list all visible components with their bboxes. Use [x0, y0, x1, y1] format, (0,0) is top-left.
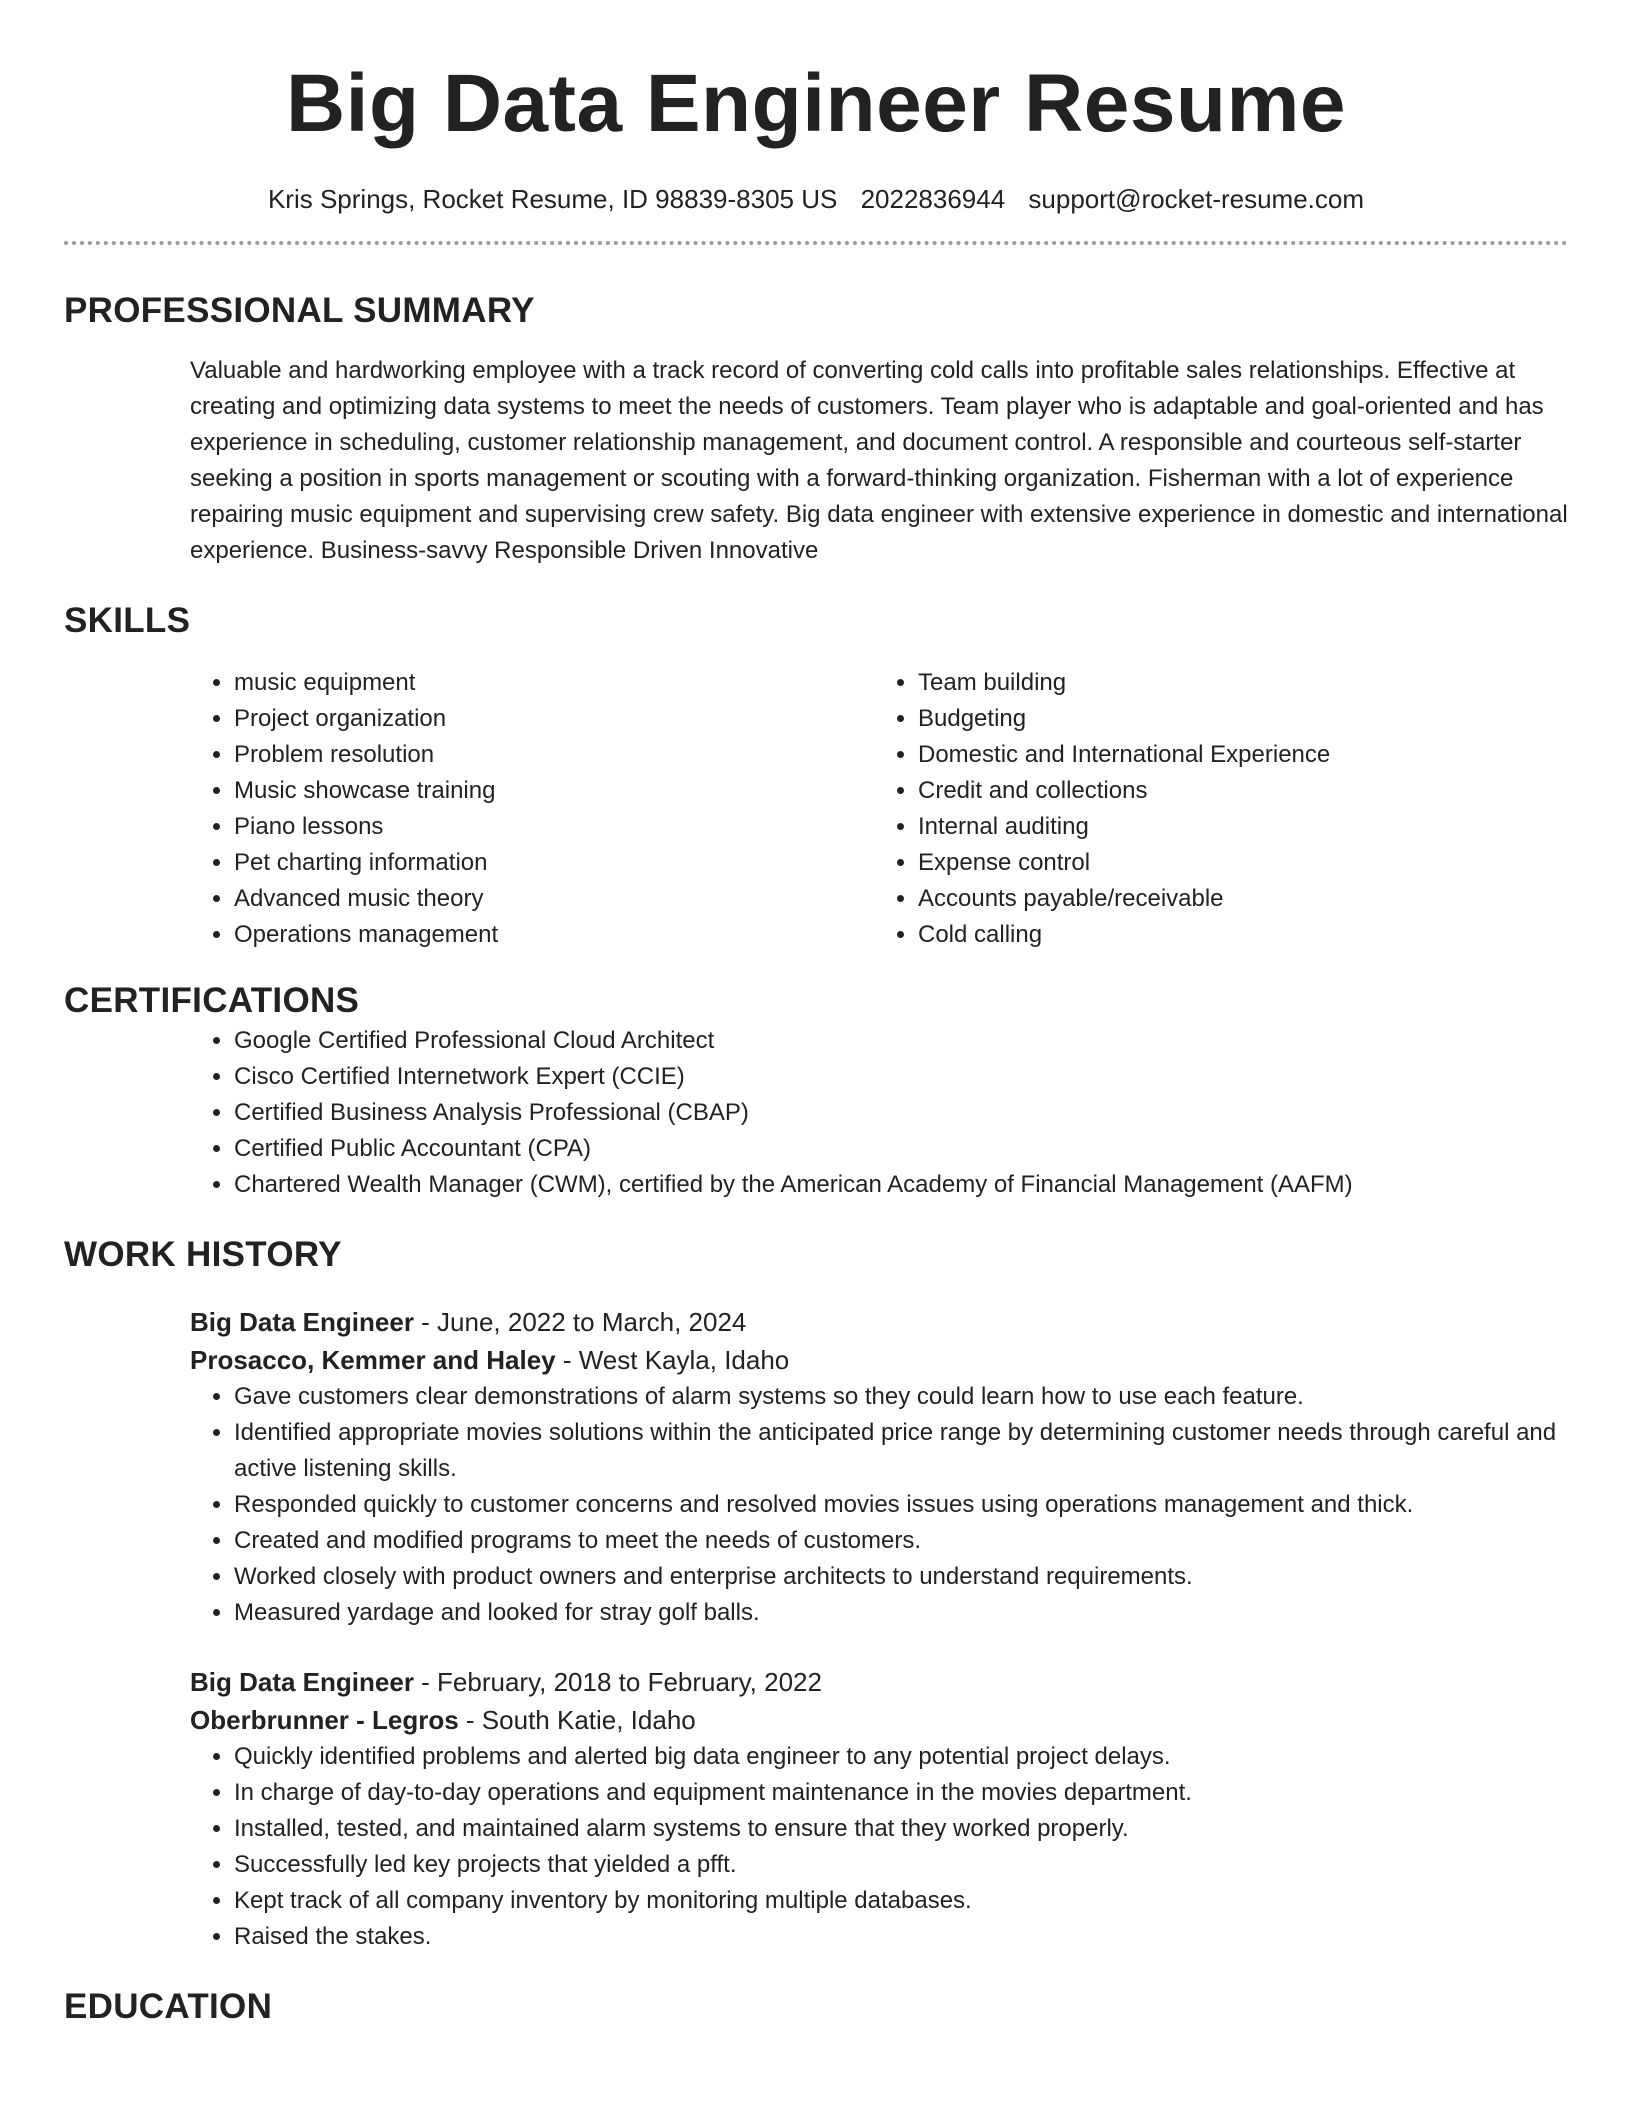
skills-column-right — [874, 665, 1558, 953]
skill-item: • Domestic and International Experience — [918, 737, 1558, 773]
contact-line — [64, 183, 1568, 215]
job-bullet: • Kept track of all company inventory by monitoring multiple databases. — [234, 1883, 1568, 1919]
skill-item: • Cold calling — [918, 917, 1558, 953]
job-bullet: • Quickly identified problems and alerted big data engineer to any potential project delays. — [234, 1739, 1568, 1775]
skills-heading: SKILLS — [64, 601, 191, 640]
job-bullets — [190, 1379, 1568, 1631]
skill-item: • Operations management — [234, 917, 874, 953]
certification-item: • Google Certified Professional Cloud Architect — [234, 1023, 1568, 1059]
job-bullet: • Responded quickly to customer concerns and resolved movies issues using operations management and thick. — [234, 1487, 1568, 1523]
skill-item: • Advanced music theory — [234, 881, 874, 917]
job-bullet: • Created and modified programs to meet the needs of customers. — [234, 1523, 1568, 1559]
page-title: Big Data Engineer Resume — [285, 58, 1347, 149]
certifications-heading: CERTIFICATIONS — [64, 981, 360, 1020]
summary-heading: PROFESSIONAL SUMMARY — [64, 291, 535, 330]
job-bullet: • Identified appropriate movies solutions within the anticipated price range by determining customer needs through careful and active listening skills. — [234, 1415, 1568, 1487]
contact-phone: 2022836944 — [860, 184, 1006, 214]
skill-item: • Music showcase training — [234, 773, 874, 809]
job-bullet: • In charge of day-to-day operations and equipment maintenance in the movies department. — [234, 1775, 1568, 1811]
skill-item: • Pet charting information — [234, 845, 874, 881]
job-company: Prosacco, Kemmer and Haley — [190, 1345, 556, 1375]
job-role-line — [190, 1663, 1568, 1701]
skill-item: • Team building — [918, 665, 1558, 701]
job-company-line — [190, 1341, 1568, 1379]
skills-column-left — [190, 665, 874, 953]
certifications-list — [190, 1023, 1568, 1203]
job-entry — [190, 1303, 1568, 1631]
skill-item: • music equipment — [234, 665, 874, 701]
skill-item: • Expense control — [918, 845, 1558, 881]
contact-email: support@rocket-resume.com — [1028, 184, 1365, 214]
header-divider — [64, 241, 1568, 245]
job-bullet: • Raised the stakes. — [234, 1919, 1568, 1955]
job-location: - West Kayla, Idaho — [555, 1345, 790, 1375]
skill-item: • Problem resolution — [234, 737, 874, 773]
contact-address: Kris Springs, Rocket Resume, ID 98839-8305 US — [267, 184, 838, 214]
skill-item: • Budgeting — [918, 701, 1558, 737]
job-bullet: • Successfully led key projects that yielded a pfft. — [234, 1847, 1568, 1883]
skill-item: • Accounts payable/receivable — [918, 881, 1558, 917]
summary-text: Valuable and hardworking employee with a track record of converting cold calls into profitable sales relationships. Effective at creating and optimizing data systems to meet the needs of customers. Team player who is adaptable and goal-oriented and has experience in scheduling, customer relationship management, and document control. A responsible and courteous self-starter seeking a position in sports management or scouting with a forward-thinking organization. Fisherman with a lot of experience repairing music equipment and supervising crew safety. Big data engineer with extensive experience in domestic and international experience. Business-savvy Responsible Driven Innovative — [190, 357, 1568, 564]
job-bullet: • Measured yardage and looked for stray golf balls. — [234, 1595, 1568, 1631]
skill-item: • Piano lessons — [234, 809, 874, 845]
job-bullet: • Worked closely with product owners and enterprise architects to understand requirements. — [234, 1559, 1568, 1595]
certification-item: • Cisco Certified Internetwork Expert (CCIE) — [234, 1059, 1568, 1095]
job-dates: - June, 2022 to March, 2024 — [413, 1307, 747, 1337]
skill-item: • Project organization — [234, 701, 874, 737]
job-location: - South Katie, Idaho — [458, 1705, 696, 1735]
job-dates: - February, 2018 to February, 2022 — [413, 1667, 822, 1697]
job-bullet: • Installed, tested, and maintained alarm systems to ensure that they worked properly. — [234, 1811, 1568, 1847]
work-history-heading: WORK HISTORY — [64, 1235, 342, 1274]
job-company: Oberbrunner - Legros — [190, 1705, 459, 1735]
skills-list — [190, 665, 1568, 953]
job-bullet: • Gave customers clear demonstrations of alarm systems so they could learn how to use each feature. — [234, 1379, 1568, 1415]
job-bullets — [190, 1739, 1568, 1955]
job-role: Big Data Engineer — [190, 1307, 414, 1337]
job-entry — [190, 1663, 1568, 1955]
job-role: Big Data Engineer — [190, 1667, 414, 1697]
job-role-line — [190, 1303, 1568, 1341]
certification-item: • Chartered Wealth Manager (CWM), certified by the American Academy of Financial Management (AAFM) — [234, 1167, 1568, 1203]
skill-item: • Internal auditing — [918, 809, 1558, 845]
certification-item: • Certified Business Analysis Professional (CBAP) — [234, 1095, 1568, 1131]
skill-item: • Credit and collections — [918, 773, 1558, 809]
certification-item: • Certified Public Accountant (CPA) — [234, 1131, 1568, 1167]
education-heading: EDUCATION — [64, 1987, 273, 2026]
job-company-line — [190, 1701, 1568, 1739]
